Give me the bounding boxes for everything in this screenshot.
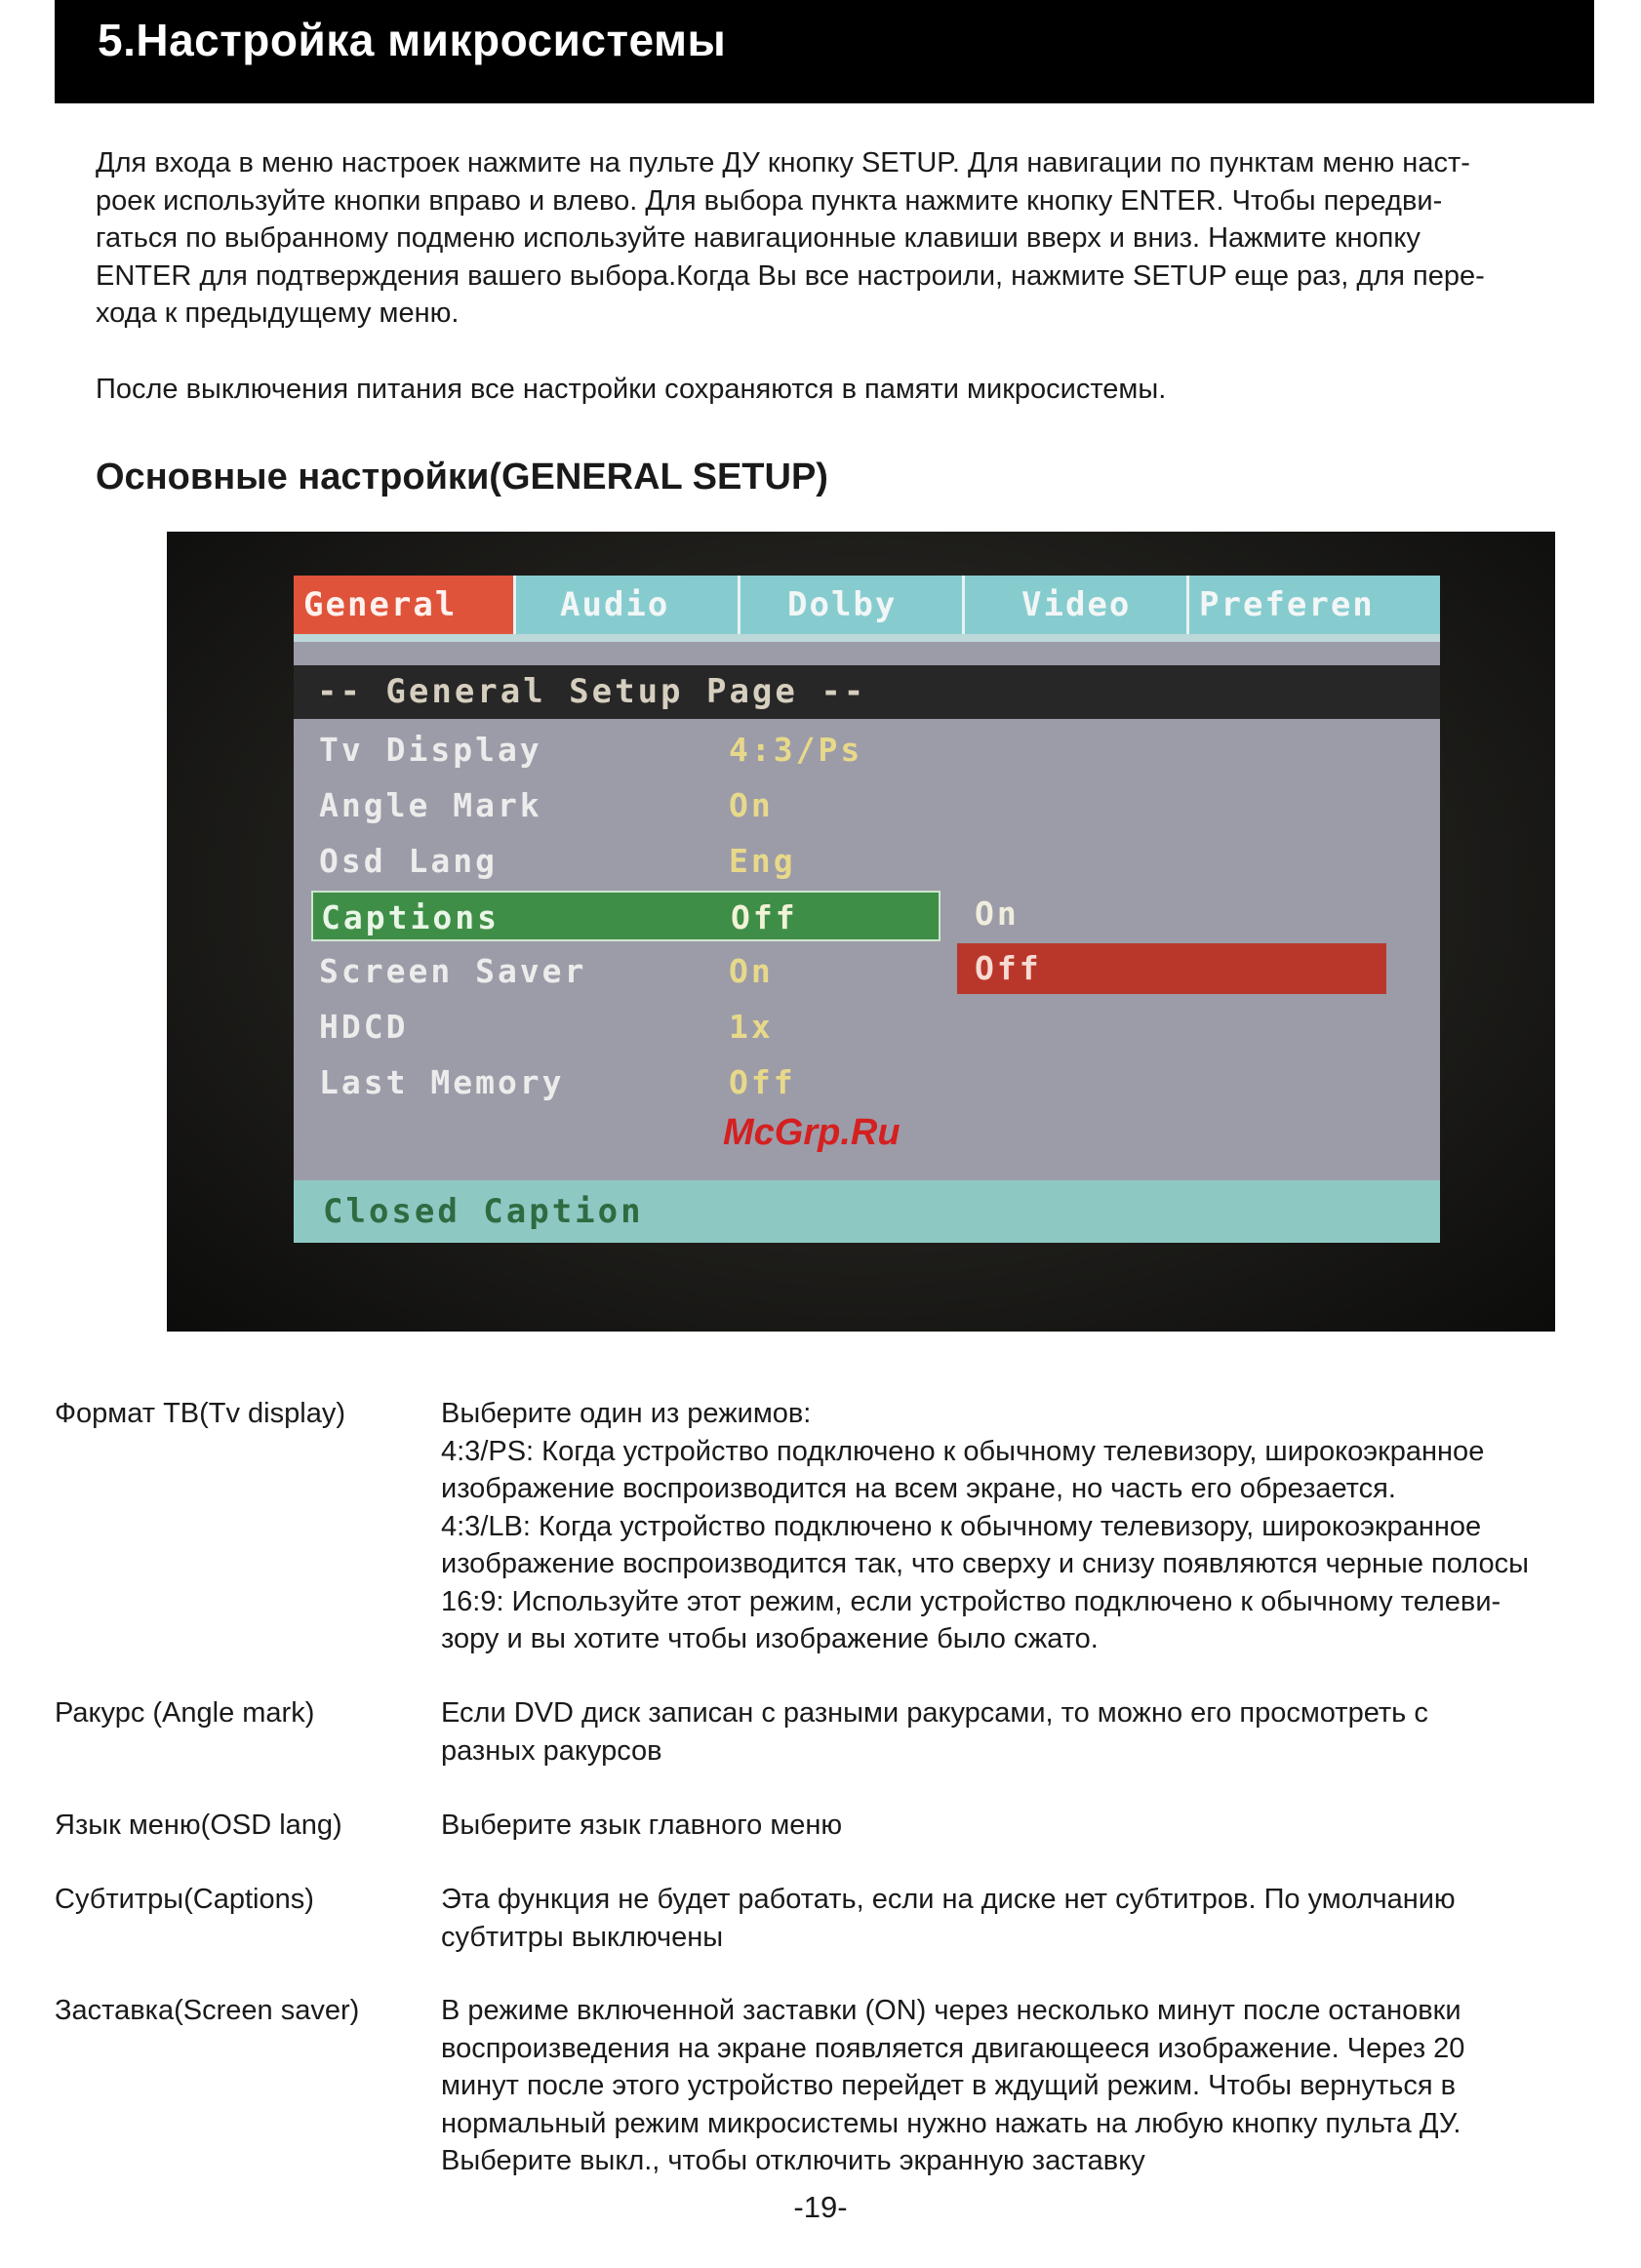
osd-row-label: Angle Mark (319, 786, 542, 824)
definition-term: Ракурс (Angle mark) (55, 1697, 315, 1729)
definition-term: Язык меню(OSD lang) (55, 1810, 342, 1841)
intro-line: Для входа в меню настроек нажмите на пульте ДУ кнопку SETUP. Для навигации по пунктам меню наст- (96, 147, 1470, 179)
osd-tab-general[interactable]: General (294, 576, 516, 634)
definition-description (441, 1807, 842, 1845)
definition-line: нормальный режим микросистемы нужно нажать на любую кнопку пульта ДУ. (441, 2107, 1461, 2139)
osd-row-label: HDCD (319, 1008, 409, 1046)
osd-row-hdcd[interactable] (311, 1002, 941, 1053)
osd-page-title: -- General Setup Page -- (294, 665, 1440, 719)
intro-line: ENTER для подтверждения вашего выбора.Когда Вы все настроили, нажмите SETUP еще раз, для пере- (96, 259, 1485, 292)
power-note: После выключения питания все настройки сохраняются в памяти микросистемы. (96, 374, 1167, 405)
definition-line: Если DVD диск записан с разными ракурсами, то можно его просмотреть с (441, 1697, 1428, 1729)
osd-row-last-memory[interactable] (311, 1057, 941, 1108)
osd-row-label: Tv Display (319, 731, 542, 769)
osd-row-captions[interactable] (311, 891, 941, 941)
osd-row-value: 4:3/Ps (729, 731, 863, 769)
osd-submenu-on[interactable]: On (975, 895, 1020, 933)
osd-tab-audio[interactable]: Audio (516, 576, 740, 634)
watermark: McGrp.Ru (723, 1112, 901, 1153)
definition-description (441, 1395, 1529, 1658)
page-number: -19- (793, 2190, 848, 2224)
definition-term: Формат ТВ(Tv display) (55, 1398, 345, 1429)
definition-line: изображение воспроизводится так, что сверху и снизу появляются черные полосы (441, 1548, 1529, 1579)
definition-line: изображение воспроизводится на всем экране, но часть его обрезается. (441, 1473, 1396, 1504)
osd-row-label: Screen Saver (319, 952, 587, 990)
intro-line: хода к предыдущему меню. (96, 298, 460, 329)
osd-row-value: Off (729, 1063, 796, 1101)
osd-row-value: Off (731, 898, 798, 936)
definition-line: 4:3/PS: Когда устройство подключено к обычному телевизору, широкоэкранное (441, 1435, 1485, 1467)
definition-line: Эта функция не будет работать, если на диске нет субтитров. По умолчанию (441, 1884, 1456, 1915)
definition-description (441, 1881, 1456, 1956)
tv-screen-photo (167, 532, 1555, 1332)
osd-status-bar: Closed Caption (294, 1180, 1440, 1243)
osd-row-screen-saver[interactable] (311, 946, 941, 997)
osd-row-angle-mark[interactable] (311, 780, 941, 831)
definition-line: субтитры выключены (441, 1921, 724, 1953)
osd-row-value: On (729, 786, 774, 824)
definition-line: зору и вы хотите чтобы изображение было сжато. (441, 1623, 1099, 1654)
intro-line: роек используйте кнопки вправо и влево. Для выбора пункта нажмите кнопку ENTER. Чтобы передви- (96, 184, 1443, 217)
osd-row-value: 1x (729, 1008, 774, 1046)
osd-row-label: Last Memory (319, 1063, 565, 1101)
header-bar (55, 0, 1594, 103)
osd-row-tv-display[interactable] (311, 725, 941, 776)
definition-line: минут после этого устройство перейдет в ждущий режим. Чтобы вернуться в (441, 2070, 1456, 2101)
definition-line: Выберите выкл., чтобы отключить экранную заставку (441, 2145, 1145, 2176)
osd-row-label: Osd Lang (319, 842, 498, 880)
definition-description (441, 1694, 1428, 1770)
definition-line: 16:9: Используйте этот режим, если устройство подключено к обычному телеви- (441, 1585, 1501, 1617)
page-title: 5.Настройка микросистемы (98, 15, 727, 65)
definition-line: Выберите один из режимов: (441, 1398, 812, 1429)
osd-tab-preferences[interactable]: Preferen (1189, 576, 1440, 634)
intro-line: гаться по выбранному подменю используйте навигационные клавиши вверх и вниз. Нажмите кнопку (96, 222, 1421, 254)
osd-row-value: Eng (729, 842, 796, 880)
intro-paragraph (96, 144, 1618, 333)
section-title: Основные настройки(GENERAL SETUP) (96, 457, 828, 497)
definition-line: 4:3/LB: Когда устройство подключено к обычному телевизору, широкоэкранное (441, 1510, 1482, 1542)
osd-submenu-off[interactable]: Off (957, 943, 1386, 994)
definition-line: воспроизведения на экране появляется двигающееся изображение. Через 20 (441, 2032, 1465, 2064)
definition-term: Субтитры(Captions) (55, 1884, 314, 1915)
definition-description (441, 1992, 1464, 2180)
osd-row-value: On (729, 952, 774, 990)
osd-tab-bar (294, 576, 1440, 642)
definition-line: Выберите язык главного меню (441, 1810, 843, 1841)
definition-line: разных ракурсов (441, 1734, 662, 1767)
osd-tab-video[interactable]: Video (965, 576, 1189, 634)
definition-term: Заставка(Screen saver) (55, 1995, 360, 2026)
definition-line: В режиме включенной заставки (ON) через несколько минут после остановки (441, 1995, 1461, 2026)
osd-tab-dolby[interactable]: Dolby (740, 576, 965, 634)
osd-row-osd-lang[interactable] (311, 836, 941, 887)
osd-row-label: Captions (321, 898, 500, 936)
